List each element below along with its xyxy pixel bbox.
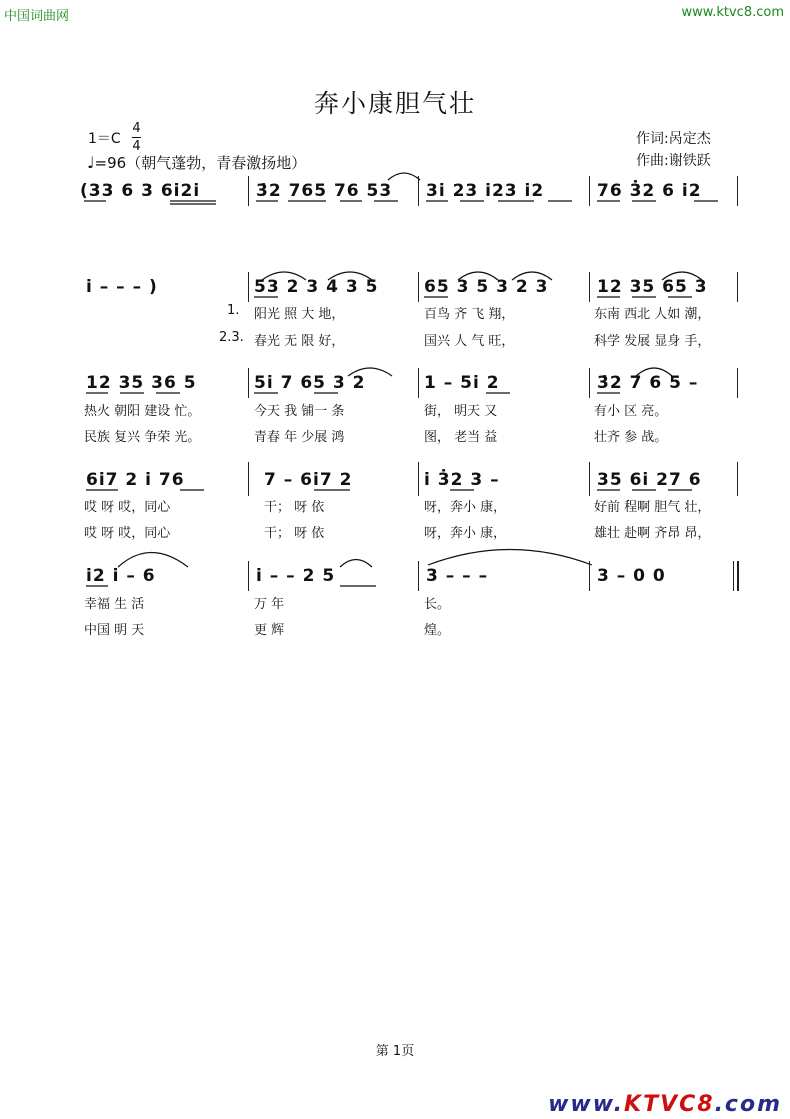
- lyric: 长。: [424, 597, 451, 612]
- measure: 7 – 6i7 2: [264, 470, 353, 490]
- measure: 12 35 65 3: [597, 277, 708, 297]
- lyric: 国兴 人 气 旺，: [424, 334, 515, 349]
- verse-number: 2.3.: [219, 330, 244, 345]
- lyric: 百鸟 齐 飞 翔，: [424, 307, 515, 322]
- lyric: 干； 呀 依: [264, 526, 325, 541]
- measure: 35 6i 27 6: [597, 470, 702, 490]
- lyric: 今天 我 铺一 条: [254, 404, 345, 419]
- slur: [428, 550, 592, 566]
- measure: (33 6 3 6i2i: [80, 181, 201, 201]
- slur: [340, 560, 372, 568]
- lyric: 哎 呀 哎，同心: [84, 526, 171, 541]
- quarter-note-icon: ♩: [87, 153, 95, 172]
- measure: i – – – ): [86, 277, 158, 297]
- lyric: 更 辉: [254, 623, 285, 638]
- composer-credit: 作曲:谢铁跃: [636, 153, 711, 169]
- slur: [458, 272, 498, 280]
- lyric: 哎 呀 哎，同心: [84, 500, 171, 515]
- key-signature: 1＝C: [88, 131, 121, 147]
- song-title: 奔小康胆气壮: [313, 89, 476, 118]
- lyric: 春光 无 限 好，: [254, 334, 345, 349]
- lyric: 呀，奔小 康，: [424, 526, 507, 541]
- measure: 12 35 36 5: [86, 373, 197, 393]
- meter-top: 4: [132, 121, 141, 136]
- lyricist-credit: 作词:呙定杰: [636, 131, 711, 147]
- lyric: 好前 程啊 胆气 壮，: [594, 500, 711, 515]
- verse-number: 1.: [227, 303, 240, 318]
- lyric: 科学 发展 显身 手，: [594, 334, 711, 349]
- lyric: 热火 朝阳 建设 忙。: [84, 404, 201, 419]
- lyric: 有小 区 亮。: [594, 404, 668, 419]
- tempo-text: =96（朝气蓬勃，青春激扬地）: [94, 154, 307, 172]
- lyric: 东南 西北 人如 潮，: [594, 307, 711, 322]
- lyric: 干； 呀 依: [264, 500, 325, 515]
- measure: i 3̇2 3 –: [424, 470, 500, 490]
- slur: [348, 368, 392, 376]
- measure: 3 – 0 0: [597, 566, 666, 586]
- lyric: 幸福 生 活: [84, 597, 145, 612]
- watermark-logo[interactable]: [548, 1092, 782, 1117]
- slur: [662, 272, 702, 280]
- lyric: 雄壮 赴啊 齐昂 昂，: [594, 526, 711, 541]
- lyric: 图， 老当 益: [424, 430, 498, 445]
- lyric: 民族 复兴 争荣 光。: [84, 430, 201, 445]
- measure: 3̇2 765 76 53: [256, 181, 393, 201]
- watermark-suffix: .com: [714, 1092, 782, 1117]
- lyric: 煌。: [424, 623, 451, 638]
- measure: 1 – 5i 2: [424, 373, 500, 393]
- watermark-prefix: www.: [548, 1092, 625, 1117]
- measure: 3 – – –: [426, 566, 489, 586]
- lyric: 青春 年 少展 鸿: [254, 430, 345, 445]
- slur: [388, 173, 420, 180]
- measure: i2 i – 6: [86, 566, 156, 586]
- watermark-brand: KTVC8: [624, 1092, 715, 1117]
- measure: 76 3̇2 6 i2: [597, 181, 702, 201]
- meter-bottom: 4: [132, 139, 141, 154]
- measure: 3i 23 i23 i2: [426, 181, 545, 201]
- slur: [636, 368, 672, 376]
- lyric: 壮齐 参 战。: [594, 430, 668, 445]
- site-name-left[interactable]: 中国词曲网: [4, 9, 70, 24]
- lyric: 阳光 照 大 地，: [254, 307, 345, 322]
- measure: 53 2 3 4 3 5: [254, 277, 379, 297]
- slur: [328, 272, 372, 280]
- measure: 6i7 2 i 76: [86, 470, 185, 490]
- slur: [118, 553, 188, 568]
- lyric: 呀，奔小 康，: [424, 500, 507, 515]
- measure: 3̇2 7 6 5 –: [597, 373, 699, 393]
- measure: 5i 7 65 3 2: [254, 373, 366, 393]
- lyric: 中国 明 天: [84, 623, 145, 638]
- slur: [512, 272, 552, 280]
- site-url-right[interactable]: www.ktvc8.com: [681, 5, 784, 20]
- slur: [262, 272, 306, 280]
- page-number: 第 1页: [375, 1044, 415, 1059]
- lyric: 街， 明天 又: [424, 404, 498, 419]
- measure: 65 3 5 3 2 3: [424, 277, 549, 297]
- measure: i – – 2 5: [256, 566, 336, 586]
- lyric: 万 年: [254, 597, 285, 612]
